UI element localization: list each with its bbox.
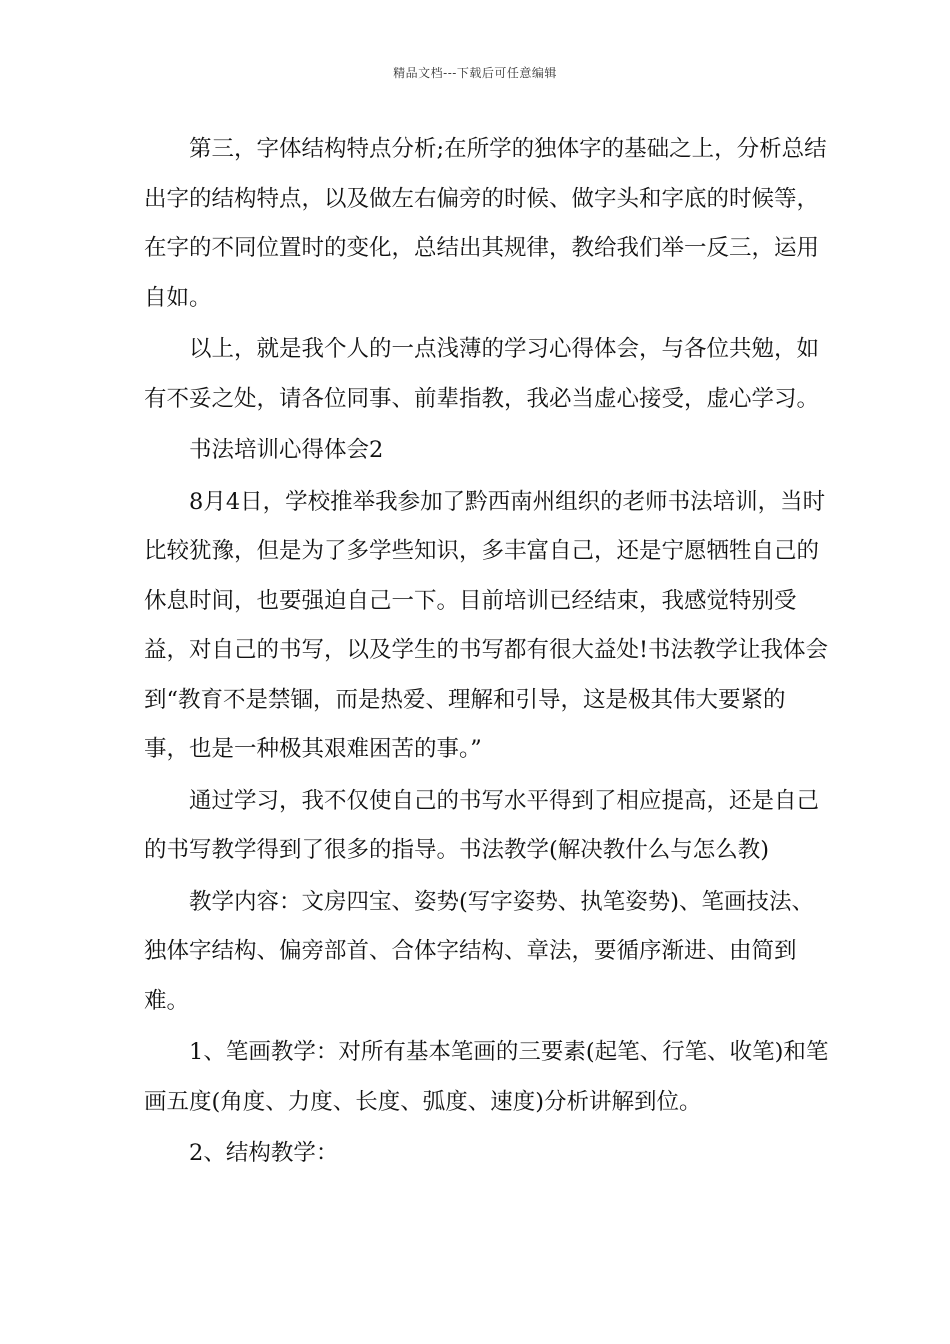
document-body xyxy=(144,125,829,1179)
paragraph-learning-outcome: 通过学习，我不仅使自己的书写水平得到了相应提高，还是自己的书写教学得到了很多的指导。书法教学(解决教什么与怎么教) xyxy=(144,787,820,863)
paragraph-training-intro: 8月4日，学校推举我参加了黔西南州组织的老师书法培训，当时比较犹豫，但是为了多学些知识，多丰富自己，还是宁愿牺牲自己的休息时间，也要强迫自己一下。目前培训已经结束，我感觉特别受益，对自己的书写，以及学生的书写都有很大益处!书法教学让我体会到“教育不是禁锢，而是热爱、理解和引导，这是极其伟大要紧的事，也是一种极其艰难困苦的事。” xyxy=(144,488,829,762)
page-header: 精品文档---下载后可任意编辑 xyxy=(393,66,557,80)
paragraph-stroke-teaching: 1、笔画教学：对所有基本笔画的三要素(起笔、行笔、收笔)和笔画五度(角度、力度、长度、弧度、速度)分析讲解到位。 xyxy=(144,1039,829,1115)
paragraph-conclusion: 以上，就是我个人的一点浅薄的学习心得体会，与各位共勉，如有不妥之处，请各位同事、前辈指教，我必当虚心接受，虚心学习。 xyxy=(144,336,820,412)
paragraph-structure-analysis: 第三，字体结构特点分析;在所学的独体字的基础之上，分析总结出字的结构特点，以及做左右偏旁的时候、做字头和字底的时候等，在字的不同位置时的变化，总结出其规律，教给我们举一反三，运用自如。 xyxy=(144,136,827,311)
paragraph-teaching-content: 教学内容：文房四宝、姿势(写字姿势、执笔姿势)、笔画技法、独体字结构、偏旁部首、合体字结构、章法，要循序渐进、由简到难。 xyxy=(144,888,815,1014)
section-heading: 书法培训心得体会2 xyxy=(189,437,384,463)
paragraph-structure-teaching: 2、结构教学： xyxy=(189,1140,339,1166)
